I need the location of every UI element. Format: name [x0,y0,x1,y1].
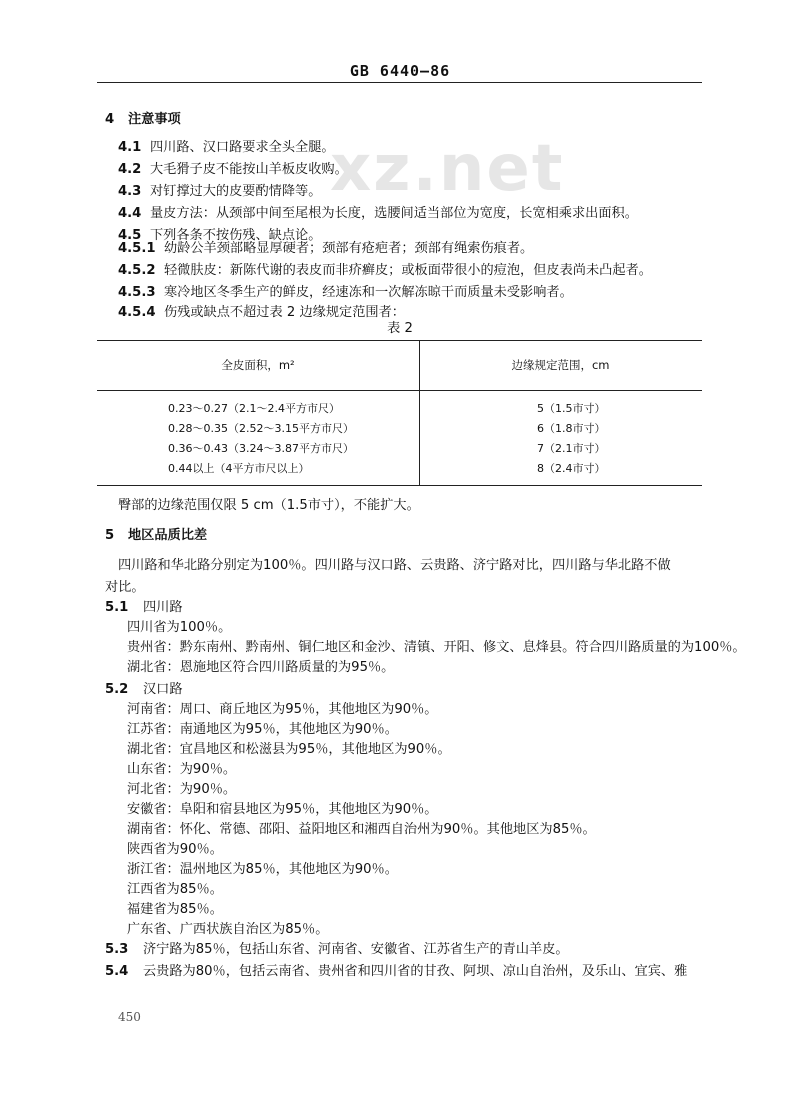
table-cell-edge: 6（1.8市寸） [537,422,606,435]
clause-text: 寒冷地区冬季生产的鲜皮，经速冻和一次解冻晾干而质量未受影响者。 [164,285,573,300]
region-line: 河南省：周口、商丘地区为95％，其他地区为90％。 [127,702,438,717]
clause-text: 轻微肤皮：新陈代谢的表皮而非疥癣皮；或板面带很小的痘泡，但皮表尚未凸起者。 [164,263,652,278]
clause-text: 伤残或缺点不超过表 2 边缘规定范围者： [164,305,405,320]
region-line: 山东省：为90％。 [127,762,237,777]
table-cell-area: 0.28～0.35（2.52～3.15平方市尺） [168,422,354,435]
clause-4-5-2 [118,262,652,280]
table-cell-edge: 8（2.4市寸） [537,462,606,475]
clause-text: 下列各条不按伤残、缺点论。 [150,228,322,243]
region-line: 湖北省：宜昌地区和松滋县为95％，其他地区为90％。 [127,742,451,757]
clause-number: 4.3 [118,184,142,199]
clause-4-4 [118,205,638,223]
clause-number: 5.3 [105,942,129,957]
clause-4-5-4 [118,304,405,322]
region-line: 江苏省：南通地区为95％，其他地区为90％。 [127,722,398,737]
clause-number: 5.1 [105,600,129,615]
section-4-heading [105,111,181,129]
clause-text: 幼龄公羊颈部略显厚硬者；颈部有疮疤者；颈部有绳索伤痕者。 [164,241,534,256]
section-5-intro-cont: 对比。 [105,580,145,595]
clause-number: 5.4 [105,964,129,979]
clause-number: 4.5.2 [118,263,156,278]
clause-4-3 [118,183,321,201]
region-line: 陕西省为90％。 [127,842,223,857]
clause-5-1-heading [105,599,183,617]
table-top-rule [97,340,702,341]
clause-number: 4.4 [118,206,142,221]
table-header-edge: 边缘规定范围，cm [511,358,610,372]
page-number: 450 [118,1010,141,1024]
clause-5-2-heading [105,681,183,699]
clause-number: 4.5.3 [118,285,156,300]
clause-number: 4.2 [118,162,142,177]
clause-number: 5.2 [105,682,129,697]
clause-4-1 [118,139,335,157]
section-title: 注意事项 [127,112,181,127]
section-5-heading [105,527,207,545]
clause-5-3 [105,941,569,959]
clause-4-5-3 [118,284,573,302]
table-header-rule [97,390,702,391]
clause-4-5-1-line [118,240,533,258]
region-line: 安徽省：阜阳和宿县地区为95％，其他地区为90％。 [127,802,438,817]
clause-text: 对钉撑过大的皮要酌情降等。 [150,184,322,199]
clause-number: 4.5 [118,228,142,243]
clause-text: 四川路、汉口路要求全头全腿。 [150,140,335,155]
section-number: 5 [105,528,115,543]
region-line: 贵州省：黔东南州、黔南州、铜仁地区和金沙、清镇、开阳、修文、息烽县。符合四川路质量的为100％。 [127,640,746,655]
table-note: 臀部的边缘范围仅限 5 cm（1.5市寸），不能扩大。 [118,498,420,513]
header-rule [97,82,702,83]
region-line: 浙江省：温州地区为85％，其他地区为90％。 [127,862,398,877]
clause-5-4 [105,963,687,981]
region-line: 江西省为85％。 [127,882,223,897]
region-line: 湖南省：怀化、常德、邵阳、益阳地区和湘西自治州为90％。其他地区为85％。 [127,822,596,837]
clause-title: 汉口路 [143,682,183,697]
section-number: 4 [105,112,115,127]
clause-number: 4.5.1 [118,241,156,256]
region-line: 福建省为85％。 [127,902,223,917]
table-cell-area: 0.36～0.43（3.24～3.87平方市尺） [168,442,354,455]
region-line: 四川省为100％。 [127,620,232,635]
clause-number: 4.1 [118,140,142,155]
table-caption: 表 2 [387,321,413,336]
clause-number: 4.5.4 [118,305,156,320]
table-cell-area: 0.44以上（4平方市尺以上） [168,462,310,475]
region-line: 河北省：为90％。 [127,782,237,797]
table-bottom-rule [97,485,702,486]
table-cell-area: 0.23～0.27（2.1～2.4平方市尺） [168,402,340,415]
standard-code-header: GB 6440—86 [349,62,451,80]
clause-text: 量皮方法：从颈部中间至尾根为长度，选腰间适当部位为宽度，长宽相乘求出面积。 [150,206,638,221]
region-line: 广东省、广西状族自治区为85％。 [127,922,329,937]
clause-4-2 [118,161,348,179]
clause-text: 济宁路为85％，包括山东省、河南省、安徽省、江苏省生产的青山羊皮。 [143,942,569,957]
section-title: 地区品质比差 [127,528,208,543]
clause-title: 四川路 [143,600,183,615]
clause-text: 大毛猾子皮不能按山羊板皮收购。 [150,162,348,177]
clause-text: 云贵路为80％，包括云南省、贵州省和四川省的甘孜、阿坝、凉山自治州，及乐山、宜宾、雅 [143,964,688,979]
table-cell-edge: 7（2.1市寸） [537,442,606,455]
section-5-intro: 四川路和华北路分别定为100％。四川路与汉口路、云贵路、济宁路对比，四川路与华北路不做 [118,558,671,573]
region-line: 湖北省：恩施地区符合四川路质量的为95％。 [127,660,395,675]
table-header-area: 全皮面积，m² [221,358,295,372]
table-cell-edge: 5（1.5市寸） [537,402,606,415]
watermark: xz.net [330,132,565,206]
